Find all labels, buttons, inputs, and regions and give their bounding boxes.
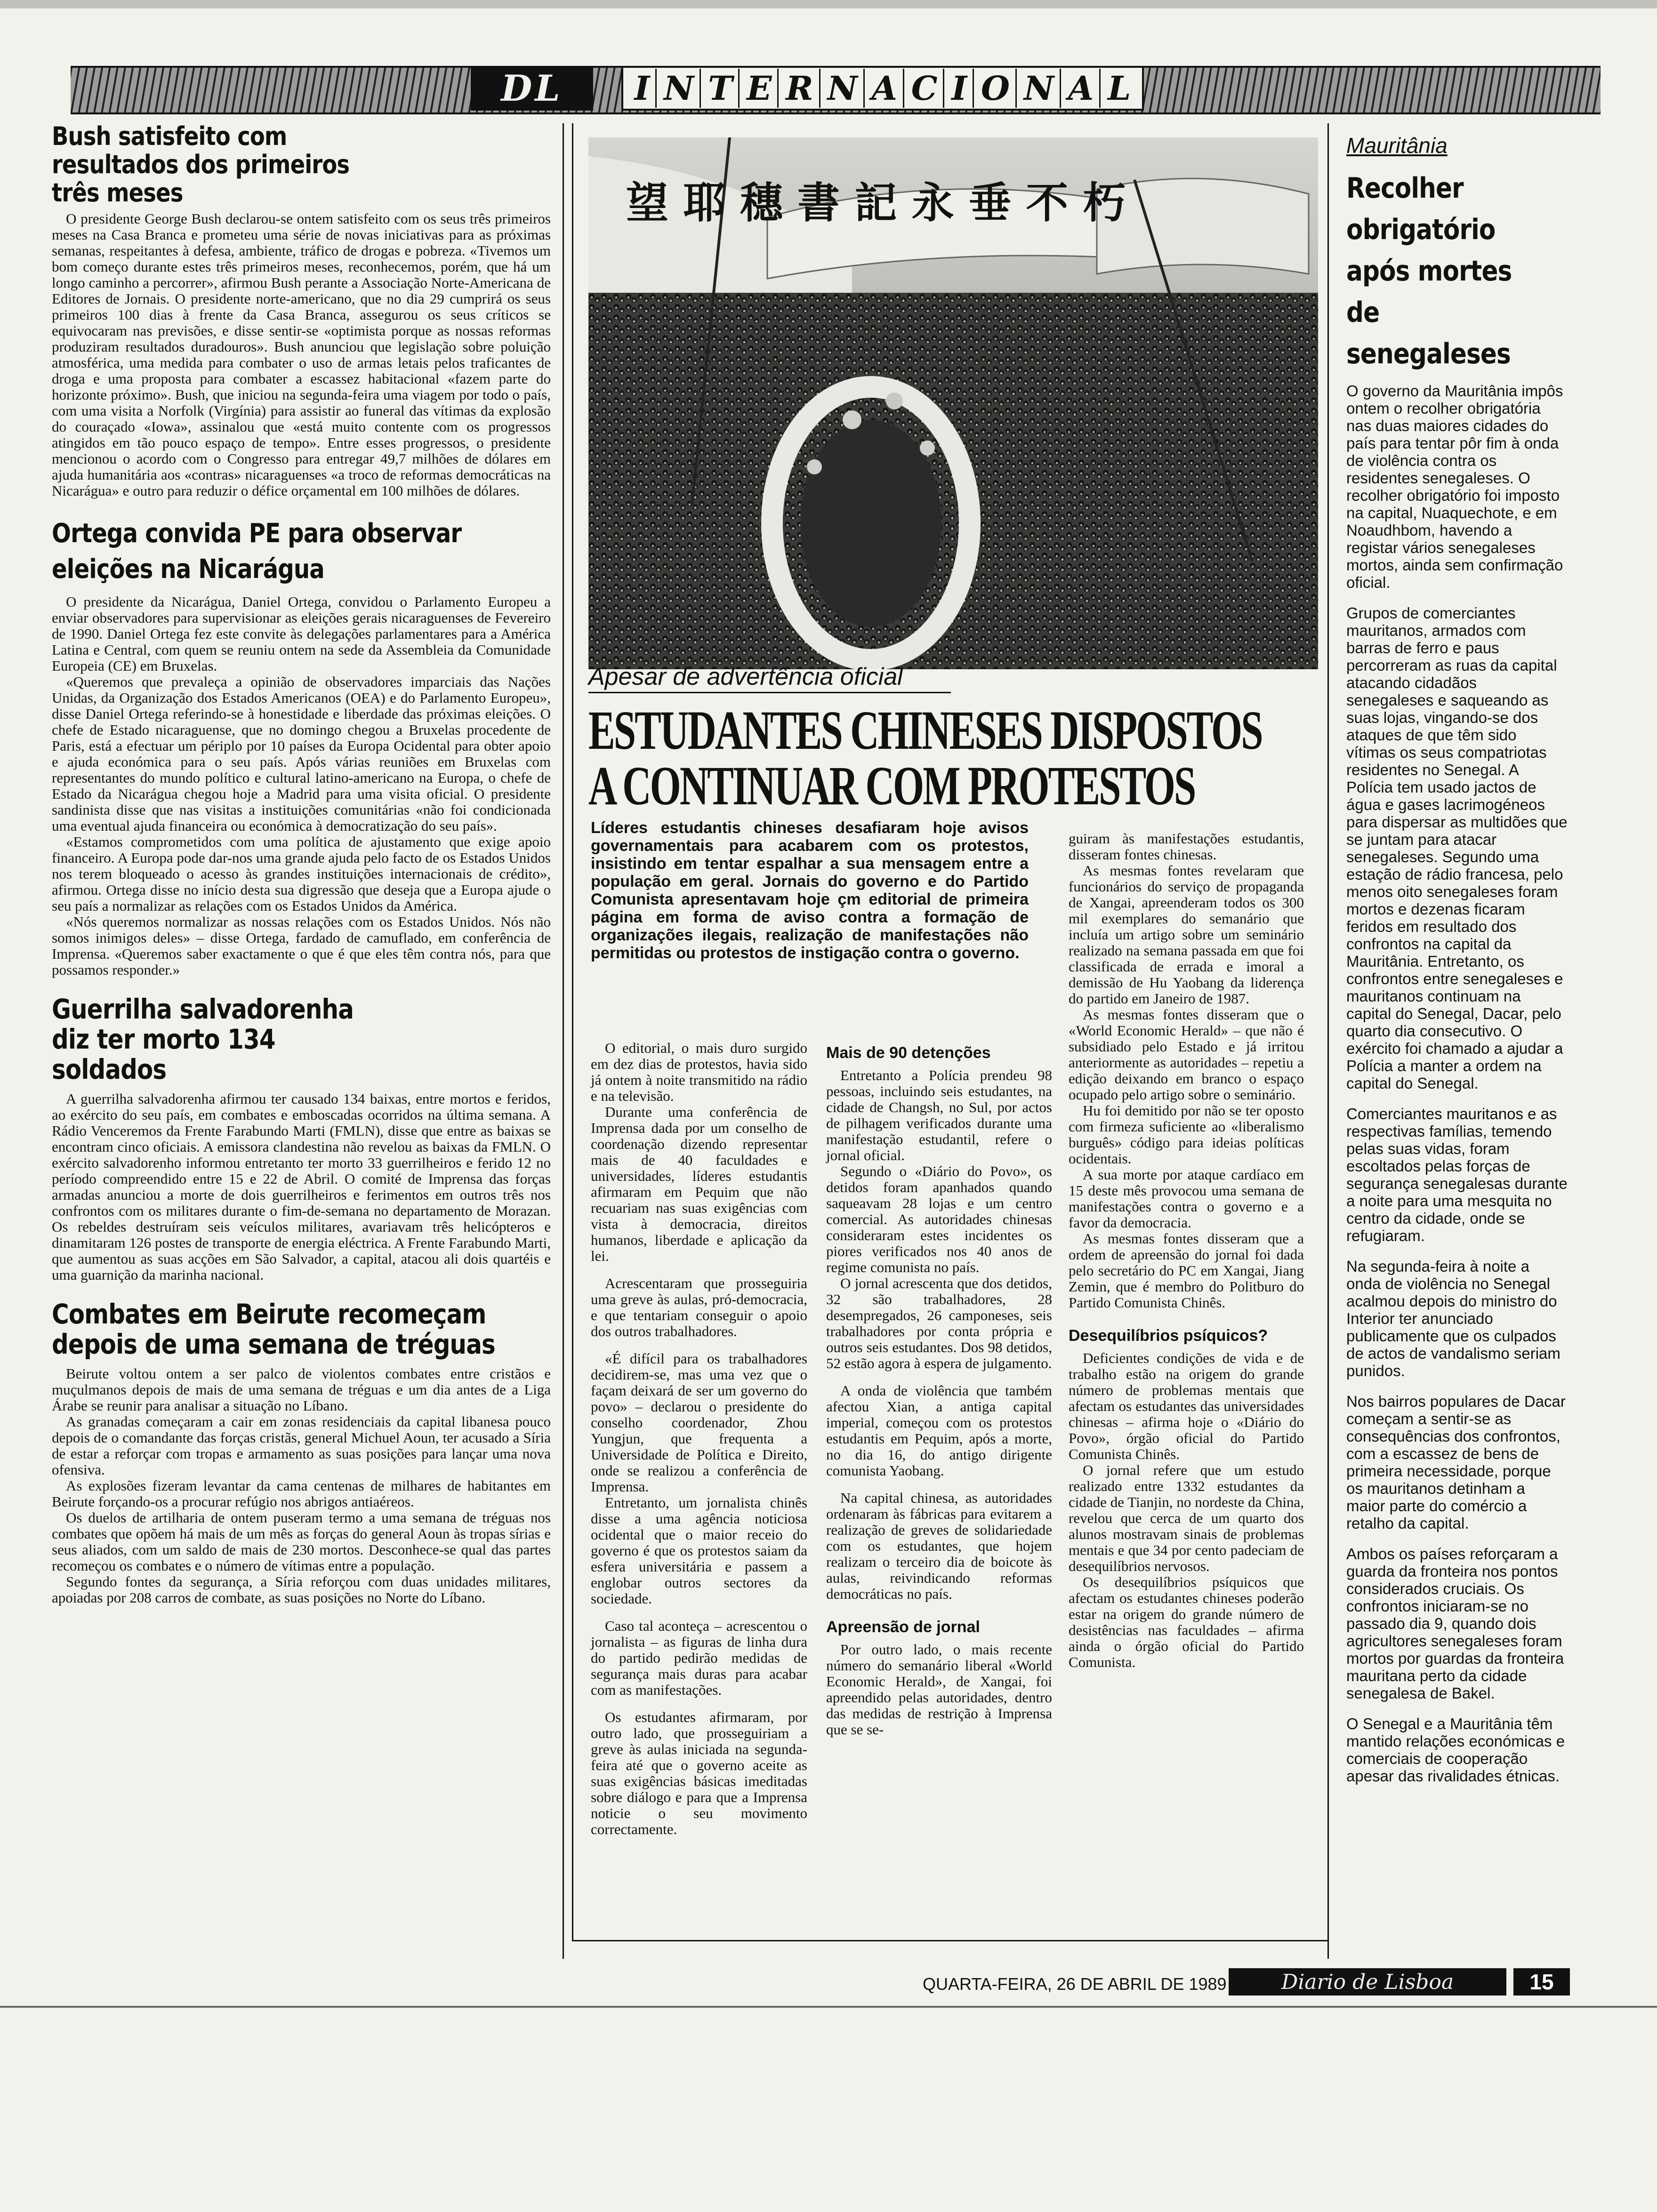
main-headline-line1: ESTUDANTES CHINESES DISPOSTOS: [588, 699, 1262, 761]
article-body-beirute: [52, 1366, 551, 1606]
subhead-detencoes: Mais de 90 detenções: [826, 1044, 991, 1062]
mauritania-kicker: Mauritânia: [1346, 133, 1448, 158]
paragraph: Hu foi demitido por não se ter oposto com firmeza suficiente ao «liberalismo burguês» código para ideias políticas ocidentais.: [1069, 1102, 1304, 1167]
paragraph: Entretanto, um jornalista chinês disse a uma agência noticiosa ocidental que o maior receio do governo é que os protestos saiam da esfera universitária e passem a englobar outros sectores da sociedade.: [591, 1494, 807, 1607]
paragraph: Os estudantes afirmaram, por outro lado, que prosseguiriam a greve às aulas iniciada na segunda-feira até que o governo aceite as suas exigências básicas imeditadas sobre diálogo e para que a Imprensa noticie o seu movimento correctamente.: [591, 1709, 807, 1837]
section-letter: I: [628, 69, 657, 108]
section-letter: N: [1018, 69, 1061, 108]
center-column-2: [826, 1040, 1052, 1738]
article-headline-guerrilha: Guerrilha salvadorenha diz ter morto 134 soldados: [52, 993, 354, 1085]
dl-logo: DL: [471, 66, 593, 111]
paragraph: Na capital chinesa, as autoridades ordenaram às fábricas para evitarem a realização de greves de solidariedade com os estudantes, que hojem realizam o terceiro dia de boicote às aulas, reivindicando reformas democráticas no país.: [826, 1490, 1052, 1602]
banner-glyphs: 望 耶 穗 書 記 永 垂 不 朽: [626, 178, 1126, 228]
article-body-ortega: [52, 594, 551, 978]
paragraph: As explosões fizeram levantar da cama centenas de milhares de habitantes em Beirute forçando-os a procurar refúgio nos abrigos antiaéreos.: [52, 1477, 551, 1510]
paragraph: A sua morte por ataque cardíaco em 15 deste mês provocou uma semana de manifestações contra o governo e a favor da democracia.: [1069, 1166, 1304, 1231]
paragraph: As mesmas fontes revelaram que funcionários do serviço de propaganda de Xangai, apreenderam todos os 300 mil exemplares do semanário que incluía um artigo sobre um seminário realizado na semana passada em que foi classificada de errada e imoral a demissão de Hu Yaobang da liderença do partido em Janeiro de 1987.: [1069, 862, 1304, 1007]
section-title: [621, 66, 1144, 111]
section-letter: N: [658, 69, 701, 108]
article-kicker: Apesar de advertência oficial: [588, 663, 903, 690]
paragraph: O jornal acrescenta que dos detidos, 32 são trabalhadores, 28 desempregados, 26 camponeses, seis trabalhadores por conta própria e outros seis estudantes. Dos 98 detidos, 52 estão agora à espera de julgamento.: [826, 1275, 1052, 1371]
right-column: [1346, 133, 1568, 1798]
protest-photo: [588, 137, 1318, 669]
subhead-apreensao: Apreensão de jornal: [826, 1618, 980, 1636]
main-headline-line2: A CONTINUAR COM PROTESTOS: [588, 755, 1195, 817]
paragraph: Os desequilíbrios psíquicos que afectam os estudantes chineses poderão estar na origem do grande número de desistências nas faculdades – afirma ainda o órgão oficial do Partido Comunista.: [1069, 1574, 1304, 1670]
center-column-3: [1069, 831, 1304, 1670]
protest-photo-image: [588, 137, 1318, 669]
subhead-desequilibrios: Desequilíbrios psíquicos?: [1069, 1327, 1268, 1345]
paragraph: O jornal refere que um estudo realizado entre 1332 estudantes da cidade de Tianjin, no nordeste da China, revelou que cerca de um quarto dos alunos mostravam sinais de problemas mentais e que 34 por cento padeciam de desequilíbrios nervosos.: [1069, 1462, 1304, 1574]
paragraph: guiram às manifestações estudantis, disseram fontes chinesas.: [1069, 830, 1304, 863]
paragraph: Segundo o «Diário do Povo», os detidos foram apanhados quando saqueavam 28 lojas e um centro comercial. As autoridades chinesas consideraram estes incidentes os piores verificados nos 40 anos de regime comunista no país.: [826, 1163, 1052, 1275]
mauritania-headline: Recolher obrigatório após mortes de senegaleses: [1346, 172, 1512, 370]
paragraph: A guerrilha salvadorenha afirmou ter causado 134 baixas, entre mortos e feridos, ao exército do seu país, em combates e emboscadas ocorridos na última semana. A Rádio Venceremos da Frente Farabundo Marti (FMLN), disse que entre as baixas se encontram cinco oficiais. A emissora clandestina não revelou as baixas da FMLN. O exército salvadorenho informou entretanto ter morto 33 guerrilheiros e ferido 12 no período compreendido entre 15 e 22 de Abril. O comité de Imprensa das forças armadas anunciou a morte de dois guerrilheiros e ferimentos em outros três nos confrontos com os militares durante o fim-de-semana no departamento de Morazan. Os rebeldes destruíram seis veículos militares, avariavam três helicópteros e dinamitaram 126 postes de transporte de energia eléctrica. A Frente Farabundo Marti, que aumentou as suas acções em São Salvador, a capital, atacou ali dois quartéis e uma guarnição da marinha nacional.: [52, 1090, 551, 1283]
article-headline-bush: Bush satisfeito com resultados dos primeiros três meses: [52, 121, 350, 208]
paragraph: Por outro lado, o mais recente número do semanário liberal «World Economic Herald», de Xangai, foi apreendido pelas autoridades, dentro das medidas de restrição à Imprensa que se se-: [826, 1641, 1052, 1738]
section-letter: A: [866, 69, 904, 108]
left-column: [52, 122, 551, 1606]
column-rule: [1327, 123, 1329, 1959]
section-letter: T: [702, 69, 740, 108]
paragraph: Nos bairros populares de Dacar começam a sentir-se as consequências dos confrontos, com a escassez de bens de primeira necessidade, porque os mauritanos detinham a maior parte do comércio a retalho da capital.: [1346, 1393, 1566, 1532]
section-letter: A: [1062, 69, 1101, 108]
paragraph: O governo da Mauritânia impôs ontem o recolher obrigatória nas duas maiores cidades do país para tentar pôr fim à onda de violência contra os residentes senegaleses. O recolher obrigatório foi imposto na capital, Nuaquechote, e em Noaudhbom, havendo a registar vários senegaleses mortos, ainda sem confirmação oficial.: [1346, 382, 1563, 591]
paragraph: Ambos os países reforçaram a guarda da fronteira nos pontos considerados cruciais. Os confrontos iniciaram-se no passado dia 9, quando dois agricultores senegaleses foram mortos por guardas da fronteira mauritana perto da cidade senegalesa de Bakel.: [1346, 1545, 1564, 1702]
scan-edge: [0, 0, 1657, 8]
lede-block: [591, 819, 1029, 962]
footer-rule: [0, 2006, 1657, 2008]
paragraph: O presidente George Bush declarou-se ontem satisfeito com os seus três primeiros meses na Casa Branca e prometeu uma série de novas iniciativas para as próximas semanas, respeitantes à defesa, ambiente, tráfico de drogas e pobreza. «Tivemos um bom começo durante estes três primeiros meses, reconhecemos, porém, que há um longo caminho a percorrer», afirmou Bush perante a Associação Norte-Americana de Editores de Jornais. O presidente norte-americano, que no dia 29 cumprirá os seus primeiros 100 dias à frente da Casa Branca, assegurou os seus críticos se equivocaram nas previsões, e disse sentir-se «optimista porque as nossas reformas produziram resultados duradouros». Bush anunciou que legislação sobre poluição atmosférica, uma medida para combater o uso de armas letais pelos traficantes de droga e uma proposta para combater a escassez habitacional «fazem parte do horizonte próximo». Bush, que iniciou na segunda-feira uma viagem por todo o país, com uma visita a Norfolk (Virgínia) para assistir ao funeral das vítimas da explosão do couraçado «Iowa», assinalou que «está muito contente com os progressos atingidos em tão pouco espaço de tempo». Entre esses progressos, o presidente mencionou o acordo com o Congresso para entregar 49,7 milhões de dólares em ajuda humanitária aos «contras» nicaraguenses «a troco de reformas democráticas na Nicarágua» e outro para reduzir o défice orçamental em 100 milhões de dólares.: [52, 210, 551, 499]
paragraph: Comerciantes mauritanos e as respectivas famílias, temendo pelas suas vidas, foram escoltados pelas forças de segurança senegalesas durante a noite para uma mesquita no centro da cidade, onde se refugiaram.: [1346, 1105, 1568, 1244]
paragraph: As mesmas fontes disseram que a ordem de apreensão do jornal foi dada pelo secretário do PC em Xangai, Jiang Zemin, que é membro do Politburo do Partido Comunista Chinês.: [1069, 1230, 1304, 1311]
article-body-bush: [52, 211, 551, 499]
paragraph: Deficientes condições de vida e de trabalho estão na origem do grande número de problemas mentais que afectam os estudantes das universidades chinesas – afirma hoje o «Diário do Povo», órgão oficial do Partido Comunista Chinês.: [1069, 1350, 1304, 1462]
paragraph: Na segunda-feira à noite a onda de violência no Senegal acalmou depois do ministro do Interior ter anunciado publicamente que os culpados de actos de vandalismo seriam punidos.: [1346, 1258, 1560, 1379]
section-letter: I: [946, 69, 974, 108]
mauritania-body: [1346, 382, 1568, 1785]
paragraph: «Nós queremos normalizar as nossas relações com os Estados Unidos. Nós não somos inimigos deles» – disse Ortega, fardado de camuflado, em conferência de Imprensa. «Queremos saber exactamente o que é que eles têm contra nós, para que possamos responder.»: [52, 914, 551, 978]
center-column-1: [591, 1040, 807, 1837]
paragraph: Durante uma conferência de Imprensa dada por um conselho de coordenação dizendo representar mais de 40 faculdades e universidades, líderes estudantis afirmaram em Pequim que não recuariam nas suas exigências com vista à democracia, direitos humanos, liberdade e aplicação da lei.: [591, 1104, 807, 1264]
article-headline-beirute: Combates em Beirute recomeçam depois de uma semana de tréguas: [52, 1298, 495, 1360]
paragraph: Entretanto a Polícia prendeu 98 pessoas, incluindo seis estudantes, na cidade de Changsh, no Sul, por actos de pilhagem verificados durante uma manifestação estudantil, refere o jornal oficial.: [826, 1067, 1052, 1163]
page-number: 15: [1513, 1968, 1570, 1996]
paragraph: A onda de violência que também afectou Xian, a antiga capital imperial, começou com os protestos estudantis em Pequim, após a morte, no dia 16, do antigo dirigente comunista Yaobang.: [826, 1382, 1052, 1479]
center-box-rule: [572, 123, 573, 1940]
margin-fragment: [6, 56, 24, 951]
article-headline-ortega: Ortega convida PE para observar eleições na Nicarágua: [52, 518, 462, 585]
paragraph: Grupos de comerciantes mauritanos, armados com barras de ferro e paus percorreram as ruas da capital atacando cidadãos senegaleses e saqueando as suas lojas, vingando-se dos ataques de que têm sido vítimas os seus compatriotas residentes no Senegal. A Polícia tem usado jactos de água e gases lacrimogéneos para dispersar as multidões que se juntam para atacar senegaleses. Segundo uma estação de rádio francesa, pelo menos oito senegaleses foram mortos e dezenas ficaram feridos em resultado dos confrontos na capital da Mauritânia. Entretanto, os confrontos entre senegaleses e mauritanos continuam na capital do Senegal, Dacar, pelo quarto dia consecutivo. O exército foi chamado a ajudar a Polícia a manter a ordem na capital do Senegal.: [1346, 604, 1568, 1092]
paragraph: As granadas começaram a cair em zonas residenciais da capital libanesa pouco depois de o comandante das forças cristãs, general Michuel Aoun, ter acusado a Síria de estar a reforçar com tropas e armamento as suas posições para lançar uma nova ofensiva.: [52, 1413, 551, 1478]
paragraph: O editorial, o mais duro surgido em dez dias de protestos, havia sido já ontem à noite transmitido na rádio e na televisão.: [591, 1040, 807, 1104]
paragraph: Acrescentaram que prosseguiria uma greve às aulas, pró-democracia, e que tentariam conseguir o apoio dos outros trabalhadores.: [591, 1275, 807, 1339]
paragraph: O presidente da Nicarágua, Daniel Ortega, convidou o Parlamento Europeu a enviar observadores para supervisionar as eleições gerais nicaraguenses de Fevereiro de 1990. Daniel Ortega fez este convite às delegações parlamentares para a América Latina e Central, com quem se reuniu ontem na sede da Assembleia da Comunidade Europeia (CE) em Bruxelas.: [52, 593, 551, 674]
column-rule: [563, 123, 564, 1959]
paragraph: O Senegal e a Mauritânia têm mantido relações económicas e comerciais de cooperação apesar das rivalidades étnicas.: [1346, 1715, 1565, 1785]
paragraph: Os duelos de artilharia de ontem puseram termo a uma semana de tréguas nos combates que opõem há mais de um mês as forças do general Aoun às tropas sírias e seus aliados, com um saldo de mais de 230 mortos. Desconhece-se qual das partes recomeçou os combates e o número de vítimas entre a população.: [52, 1509, 551, 1574]
paragraph: «Estamos comprometidos com uma política de ajustamento que exige apoio financeiro. A Europa pode dar-nos uma grande ajuda pelo facto de os Estados Unidos nos terem bloqueado o acesso às grandes instituições internacionais de crédito», afirmou. Ortega disse no início desta sua digressão que deseja que a Europa ajude o seu país a normalizar as relações com os Estados Unidos da América.: [52, 834, 551, 914]
section-letter: N: [822, 69, 865, 108]
article-lede: Líderes estudantis chineses desafiaram hoje avisos governamentais para acabarem com os protestos, insistindo em tentar espalhar a sua mensagem entre a população em geral. Jornais do governo e do Partido Comunista apresentavam hoje çm editorial de primeira página em forma de aviso contra a formação de organizações ilegais, realização de manifestações não permitidas ou protestos de instigação contra o governo.: [591, 819, 1029, 962]
paragraph: As mesmas fontes disseram que o «World Economic Herald» – que não é subsidiado pelo Estado e já irritou anteriormente as autoridades – repetiu a edição deixando em branco o espaço ocupado pelo artigo sobre o seminário.: [1069, 1006, 1304, 1103]
section-letter: R: [780, 69, 820, 108]
center-box-bottom-rule: [572, 1940, 1327, 1941]
center-headline-block: [588, 663, 1323, 817]
paragraph: Segundo fontes da segurança, a Síria reforçou com duas unidades militares, apoiadas por 208 carros de combate, as suas posições no Norte do Líbano.: [52, 1573, 551, 1606]
article-body-guerrilha: [52, 1091, 551, 1283]
paragraph: «Queremos que prevaleça a opinião de observadores imparciais das Nações Unidas, da Organização dos Estados Americanos (OEA) e do Parlamento Europeu», disse Daniel Ortega referindo-se à honestidade e liberdade das próximas eleições. O chefe de Estado nicaraguense, que no domingo chegou a Bruxelas procedente de Paris, está a efectuar um périplo por 10 países da Europa Ocidental para obter apoio e ajuda económica para o seu país. Após várias reuniões em Bruxelas com representantes do mundo político e cultural latino-americano na Europa, o chefe de Estado da Nicarágua chegou hoje a Madrid para uma visita oficial. O presidente sandinista disse que nas visitas a instituições comunitárias «não foi condicionada uma eventual ajuda financeira ou económica à democratização do seu país».: [52, 673, 551, 834]
paragraph: Caso tal aconteça – acrescentou o jornalista – as figuras de linha dura do partido pedirão medidas de segurança mais duras para acabar com as manifestações.: [591, 1618, 807, 1698]
paragraph: Beirute voltou ontem a ser palco de violentos combates entre cristãos e muçulmanos depois de mais de uma semana de tréguas e um dia antes de a Liga Árabe se reunir para analisar a situação no Líbano.: [52, 1365, 551, 1414]
newspaper-name: Diario de Lisboa: [1229, 1968, 1506, 1996]
issue-date: QUARTA-FEIRA, 26 DE ABRIL DE 1989: [923, 1974, 1227, 1994]
section-letter: C: [906, 69, 945, 108]
section-letter: E: [741, 69, 779, 108]
kicker-rule: [588, 692, 951, 693]
paragraph: «É difícil para os trabalhadores decidirem-se, mas uma vez que o façam deixará de ser um governo do povo» – declarou o presidente do conselho coordenador, Zhou Yungjun, que frequenta a Universidade de Política e Direito, onde se realizou a conferência de Imprensa.: [591, 1350, 807, 1495]
section-letter: L: [1108, 69, 1131, 108]
section-letter: O: [975, 69, 1017, 108]
